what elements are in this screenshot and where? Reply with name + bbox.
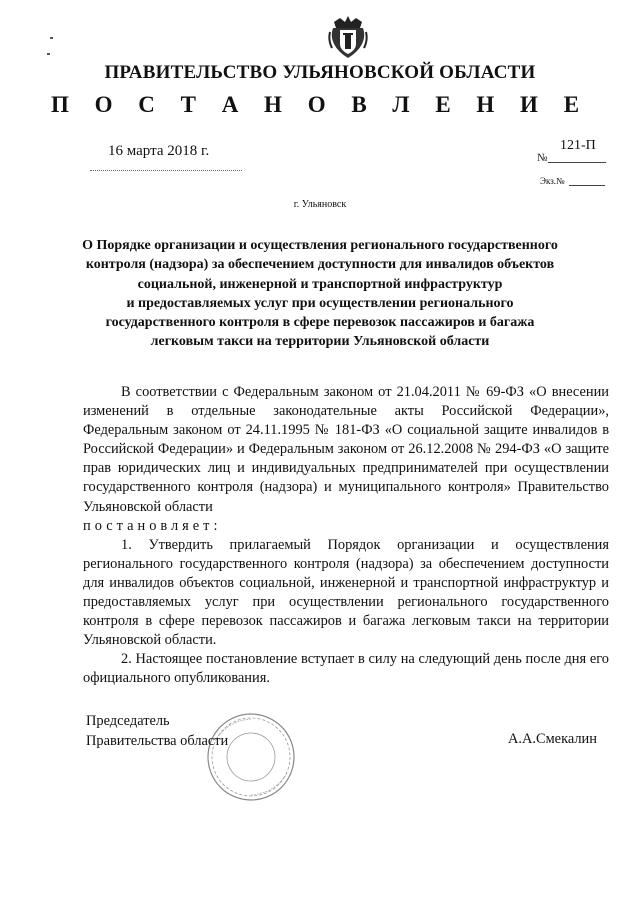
copy-underline xyxy=(569,185,605,186)
date-underline xyxy=(90,170,242,171)
signer-position-line-2: Правительства области xyxy=(86,733,229,749)
heading-line: контроля (надзора) за обеспечением доступности для инвалидов объектов xyxy=(85,257,555,273)
heading-line: социальной, инженерной и транспортной инфраструктур xyxy=(137,276,503,292)
heading-line: О Порядке организации и осуществления регионального государственного xyxy=(82,238,558,253)
heading-line: легковым такси на территории Ульяновской области xyxy=(150,334,490,350)
number-underline xyxy=(548,162,606,163)
resolution-heading xyxy=(82,236,558,352)
signer-position-line-1: Председатель xyxy=(86,713,170,729)
signer-name: А.А.Смекалин xyxy=(508,731,597,747)
ulyanovsk-coat-of-arms-icon xyxy=(328,14,368,60)
number-label: № xyxy=(537,152,548,164)
resolves-word: постановляет: xyxy=(83,517,222,534)
margin-mark xyxy=(47,53,50,55)
city: г. Ульяновск xyxy=(293,199,347,210)
margin-mark xyxy=(50,37,53,39)
item-1-paragraph: 1. Утвердить прилагаемый Порядок организации и осуществления регионального государственного контроля (надзора) за обеспечением доступности для инвалидов объектов социальной, инженерной и транспортной инфраструктур и предоставляемых услуг при осуществлении регионального государственного контроля в сфере перевозок пассажиров и багажа легковым такси на территории Ульяновской области. xyxy=(83,536,609,649)
authority-title: ПРАВИТЕЛЬСТВО УЛЬЯНОВСКОЙ ОБЛАСТИ xyxy=(104,62,536,83)
heading-line: государственного контроля в сфере перевозок пассажиров и багажа xyxy=(105,315,535,331)
round-seal-stamp-icon xyxy=(205,711,297,803)
heading-line: и предоставляемых услуг при осуществлении регионального xyxy=(126,295,514,311)
preamble-paragraph: В соответствии с Федеральным законом от 21.04.2011 № 69-ФЗ «О внесении изменений в отдельные законодательные акты Российской Федерации», Федеральным законом от 24.11.1995 № 181-ФЗ «О социальной защите инвалидов в Российской Федерации» и Федеральным законом от 26.12.2008 № 294-ФЗ «О защите прав юридических лиц и индивидуальных предпринимателей при осуществлении государственного контроля (надзора) и муниципального контроля» Правительство Ульяновской области xyxy=(83,384,609,515)
item-2-paragraph: 2. Настоящее постановление вступает в силу на следующий день после дня его официального опубликования. xyxy=(83,651,609,687)
copy-label: Экз.№ xyxy=(540,176,565,186)
document-date: 16 марта 2018 г. xyxy=(108,143,210,159)
document-number: 121-П xyxy=(560,138,596,153)
document-body xyxy=(83,383,609,689)
document-type: П О С Т А Н О В Л Е Н И Е xyxy=(50,92,590,117)
